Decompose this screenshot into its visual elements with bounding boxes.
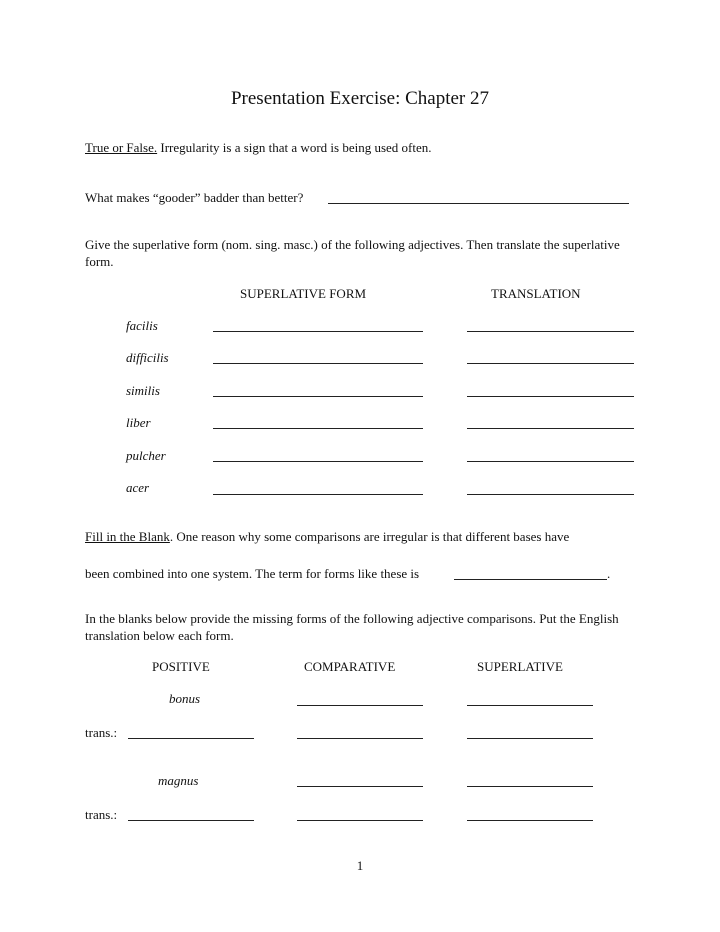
adjective-liber: liber [126, 415, 151, 430]
gooder-answer-blank[interactable] [328, 203, 629, 204]
superlative-blank[interactable] [213, 396, 423, 397]
positive-trans-blank[interactable] [128, 738, 254, 739]
adjective-facilis: facilis [126, 318, 158, 333]
translation-blank[interactable] [467, 428, 634, 429]
superlative-header: SUPERLATIVE [477, 659, 563, 674]
superlative-trans-blank[interactable] [467, 820, 593, 821]
comparative-blank[interactable] [297, 705, 423, 706]
word-magnus: magnus [158, 773, 199, 788]
fill-in-blank-text-1: . One reason why some comparisons are irregular is that different bases have [169, 529, 570, 544]
translation-header: TRANSLATION [491, 286, 581, 301]
adjective-pulcher: pulcher [126, 448, 166, 463]
page-number: 1 [356, 858, 364, 873]
comparative-blank[interactable] [297, 786, 423, 787]
true-false-text: Irregularity is a sign that a word is being used often. [157, 140, 432, 155]
fill-in-blank-label: Fill in the Blank [85, 529, 170, 544]
superlative-trans-blank[interactable] [467, 738, 593, 739]
positive-trans-blank[interactable] [128, 820, 254, 821]
superlative-blank[interactable] [213, 494, 423, 495]
superlative-blank[interactable] [213, 461, 423, 462]
translation-blank[interactable] [467, 363, 634, 364]
superlative-blank[interactable] [213, 331, 423, 332]
translation-blank[interactable] [467, 396, 634, 397]
superlative-blank[interactable] [213, 428, 423, 429]
true-false-question [85, 140, 432, 156]
true-false-label: True or False. [85, 140, 158, 155]
fill-in-blank-question [85, 529, 569, 545]
superlative-instructions: Give the superlative form (nom. sing. masc.) of the following adjectives. Then translate the superlative form. [85, 237, 620, 269]
superlative-blank[interactable] [467, 705, 593, 706]
adjective-acer: acer [126, 480, 150, 495]
fill-in-blank-answer[interactable] [454, 579, 607, 580]
comparative-trans-blank[interactable] [297, 738, 423, 739]
gooder-question: What makes “gooder” badder than better? [85, 190, 304, 205]
translation-blank[interactable] [467, 331, 634, 332]
fill-in-blank-period: . [607, 566, 611, 581]
page-title: Presentation Exercise: Chapter 27 [230, 88, 489, 109]
comparative-trans-blank[interactable] [297, 820, 423, 821]
word-bonus: bonus [169, 691, 201, 706]
comparison-instructions: In the blanks below provide the missing forms of the following adjective comparisons. Put the English translation below each form. [85, 611, 619, 643]
comparative-header: COMPARATIVE [304, 659, 396, 674]
adjective-similis: similis [126, 383, 160, 398]
positive-header: POSITIVE [152, 659, 210, 674]
adjective-difficilis: difficilis [126, 350, 169, 365]
superlative-blank[interactable] [213, 363, 423, 364]
superlative-form-header: SUPERLATIVE FORM [240, 286, 367, 301]
translation-blank[interactable] [467, 461, 634, 462]
fill-in-blank-text-2: been combined into one system. The term for forms like these is [85, 566, 420, 581]
superlative-blank[interactable] [467, 786, 593, 787]
translation-blank[interactable] [467, 494, 634, 495]
trans-label: trans.: [85, 725, 118, 740]
trans-label: trans.: [85, 807, 118, 822]
